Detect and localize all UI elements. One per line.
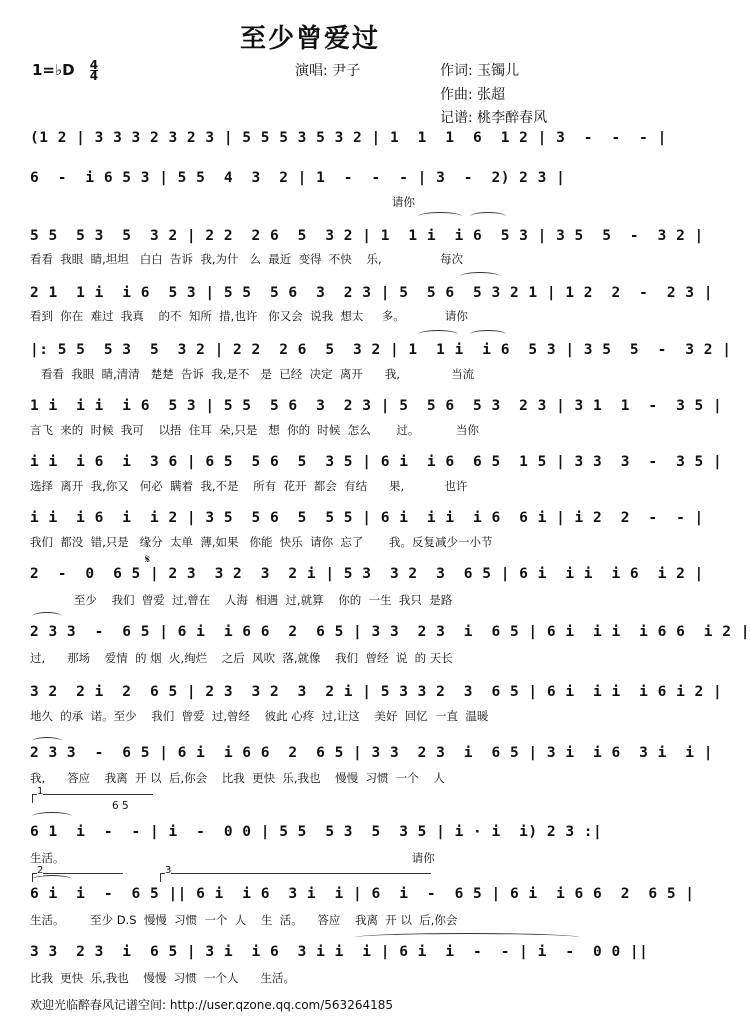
volta-label: 2 [37,865,44,876]
lyric-row-10: 过, 那场 爱情 的 烟 火,绚烂 之后 风吹 落,就像 我们 曾经 说 的 天长 [30,651,453,665]
notation-row-1: (1 2 | 3 3 3 2 3 2 3 | 5 5 5 3 5 3 2 | 1 1 1 6 1 2 | 3 - - - | [30,130,667,146]
lyric-row-2: 请你 [30,195,415,209]
lyricist-credit: 作词: 玉镯儿 [440,63,520,79]
notation-row-15: 3 3 2 3 i 6 5 | 3 i i 6 3 i i i | 6 i i - - | i - 0 0 || [30,944,649,960]
notation-row-11: 3 2 2 i 2 6 5 | 2 3 3 2 3 2 i | 5 3 3 2 3 6 5 | 6 i i i i 6 i 2 | [30,684,723,700]
lyric-row-3: 看看 我眼 睛,坦坦 白白 告诉 我,为什 么 最近 变得 不快 乐, 每次 [30,252,464,266]
segno-sign: 𝄋 [145,552,151,566]
transcriber-credit: 记谱: 桃李醉春风 [440,110,548,126]
pickup-notes: 6 5 [112,800,129,812]
lyric-row-6: 言飞 来的 时候 我可 以捂 住耳 朵,只是 想 你的 时候 怎么 过。 当你 [30,423,479,437]
lyric-row-14: 生活。 至少 D.S 慢慢 习惯 一个 人 生 活。 答应 我离 开 以 后,你会 [30,913,458,927]
key-signature [32,60,98,81]
meter-bottom: 4 [89,69,99,83]
volta-bracket-1 [32,786,153,803]
notation-row-8: i i i 6 i i 2 | 3 5 5 6 5 5 5 | 6 i i i i 6 6 i | i 2 2 - - | [30,510,704,526]
notation-row-13: 6 1 i - - | i - 0 0 | 5 5 5 3 5 3 5 | i · i i) 2 3 :| [30,824,603,840]
lyric-row-12: 我, 答应 我离 开 以 后,你会 比我 更快 乐,我也 慢慢 习惯 一个 人 [30,771,445,785]
notation-row-6: 1 i i i i 6 5 3 | 5 5 5 6 3 2 3 | 5 5 6 5 3 2 3 | 3 1 1 - 3 5 | [30,398,723,414]
lyric-row-4: 看到 你在 难过 我真 的不 知所 措,也许 你又会 说我 想太 多。 请你 [30,309,468,323]
composer-credit: 作曲: 张超 [440,87,506,103]
slur-mark [355,933,580,942]
slur-mark [470,212,506,221]
slur-mark [418,212,462,221]
volta-label: 1 [37,786,44,797]
slur-mark [418,330,458,339]
notation-row-14: 6 i i - 6 5 || 6 i i 6 3 i i | 6 i - 6 5 | 6 i i 6 6 2 6 5 | [30,886,695,902]
slur-mark [460,272,500,281]
footer-credit: 欢迎光临醉春风记谱空间: http://user.qzone.qq.com/563264185 [30,998,394,1012]
lyric-row-9: 至少 我们 曾爱 过,曾在 人海 相遇 过,就算 你的 一生 我只 是路 [30,593,453,607]
volta-bracket-2 [32,865,123,882]
singer-credit: 演唱: 尹子 [295,63,361,79]
notation-row-12: 2 3 3 - 6 5 | 6 i i 6 6 2 6 5 | 3 3 2 3 i 6 5 | 3 i i 6 3 i i | [30,745,714,761]
notation-row-5: |: 5 5 5 3 5 3 2 | 2 2 2 6 5 3 2 | 1 1 i i 6 5 3 | 3 5 5 - 3 2 | [30,342,732,358]
lyric-row-7: 选择 离开 我,你又 何必 瞒着 我,不是 所有 花开 都会 有结 果, 也许 [30,479,468,493]
lyric-row-13: 生活。 请你 [30,851,435,865]
notation-row-7: i i i 6 i 3 6 | 6 5 5 6 5 3 5 | 6 i i 6 6 5 1 5 | 3 3 3 - 3 5 | [30,454,723,470]
volta-bracket-3 [160,865,431,882]
lyric-row-15: 比我 更快 乐,我也 慢慢 习惯 一个人 生活。 [30,971,295,985]
slur-mark [32,612,62,621]
time-signature [90,60,98,81]
notation-row-3: 5 5 5 3 5 3 2 | 2 2 2 6 5 3 2 | 1 1 i i 6 5 3 | 3 5 5 - 3 2 | [30,228,704,244]
song-title: 至少曾爱过 [239,24,380,54]
notation-row-2: 6 - i 6 5 3 | 5 5 4 3 2 | 1 - - - | 3 - 2) 2 3 | [30,170,566,186]
notation-row-9: 2 - 0 6 5 | 2 3 3 2 3 2 i | 5 3 3 2 3 6 5 | 6 i i i i 6 i 2 | [30,566,704,582]
notation-row-4: 2 1 1 i i 6 5 3 | 5 5 5 6 3 2 3 | 5 5 6 5 3 2 1 | 1 2 2 - 2 3 | [30,285,714,301]
lyric-row-5: 看看 我眼 睛,清清 楚楚 告诉 我,是不 是 已经 决定 离开 我, 当流 [30,367,475,381]
notation-row-10: 2 3 3 - 6 5 | 6 i i 6 6 2 6 5 | 3 3 2 3 i 6 5 | 6 i i i i 6 6 i 2 | [30,624,750,640]
key-label: 1=♭D [32,61,75,79]
lyric-row-11: 地久 的承 诺。至少 我们 曾爱 过,曾经 彼此 心疼 过,让这 美好 回忆 一直 温暖 [30,709,489,723]
volta-label: 3 [165,865,172,876]
slur-mark [32,812,72,821]
slur-mark [470,330,506,339]
lyric-row-8: 我们 都没 错,只是 缘分 太单 薄,如果 你能 快乐 请你 忘了 我。反复减少一小节 [30,535,493,549]
meter-top: 4 [89,58,99,72]
